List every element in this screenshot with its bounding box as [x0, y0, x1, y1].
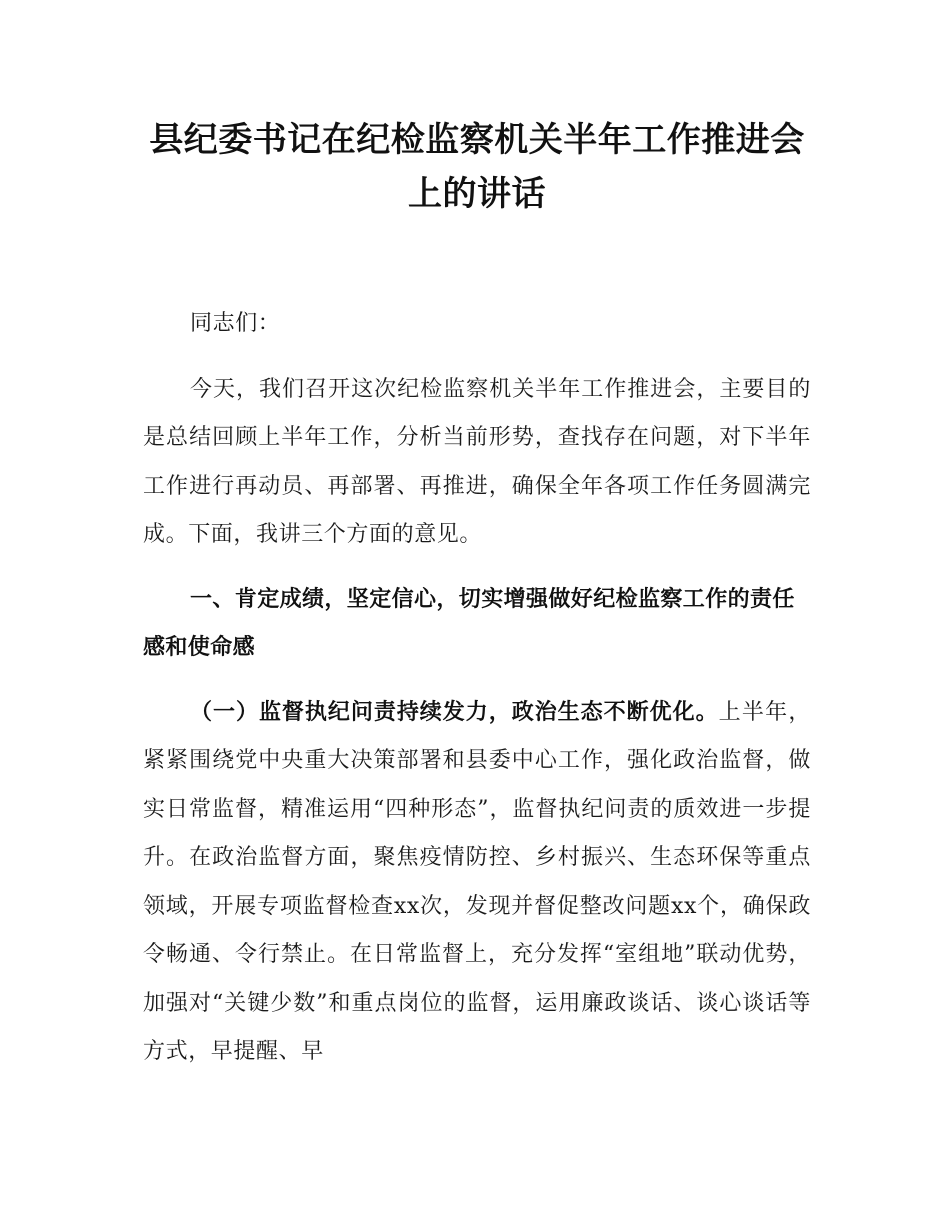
subsection-heading-1: （一）监督执纪问责持续发力，政治生态不断优化。	[190, 699, 719, 725]
subsection-body-1: 上半年，紧紧围绕党中央重大决策部署和县委中心工作，强化政治监督，做实日常监督，精准运用“四种形态”，监督执纪问责的质效进一步提升。在政治监督方面，聚焦疫情防控、乡村振兴、生态环保等重点领域，开展专项监督检查xx次，发现并督促整改问题xx个，确保政令畅通、令行禁止。在日常监督上，充分发挥“室组地”联动优势，加强对“关键少数”和重点岗位的监督，运用廉政谈话、谈心谈话等方式，早提醒、早	[143, 699, 812, 1064]
document-title: 县纪委书记在纪检监察机关半年工作推进会上的讲话	[149, 120, 805, 214]
document-page	[143, 0, 811, 1230]
salutation: 同志们：	[190, 311, 281, 336]
section-heading-1: 一、肯定成绩，坚定信心，切实增强做好纪检监察工作的责任感和使命感	[143, 586, 795, 660]
intro-paragraph: 今天，我们召开这次纪检监察机关半年工作推进会，主要目的是总结回顾上半年工作，分析当前形势，查找存在问题，对下半年工作进行再动员、再部署、再推进，确保全年各项工作任务圆满完成。下面，我讲三个方面的意见。	[143, 376, 811, 547]
document-body	[143, 300, 811, 1077]
subsection-paragraph-1	[143, 689, 811, 1077]
